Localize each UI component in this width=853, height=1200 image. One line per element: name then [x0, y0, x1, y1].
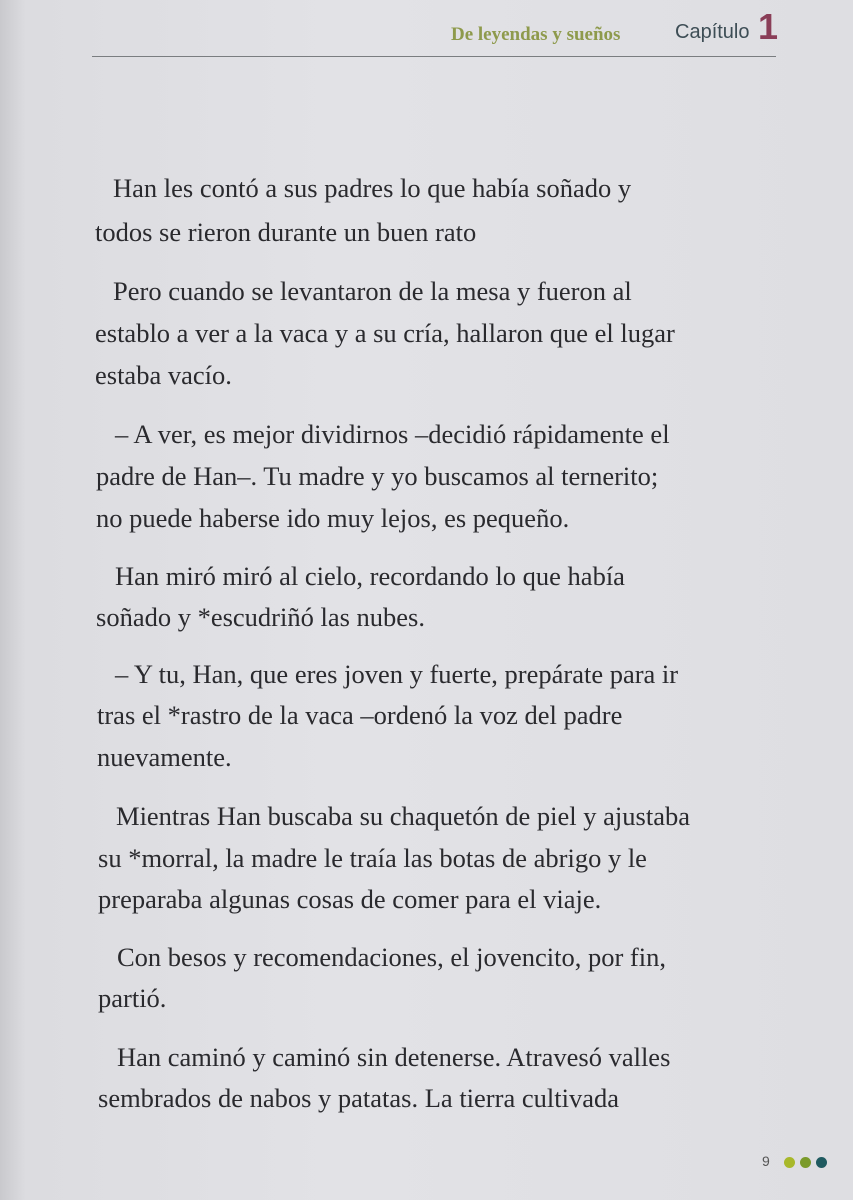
text-line: no puede haberse ido muy lejos, es pequeño. [96, 503, 570, 533]
text-line: Han caminó y caminó sin detenerse. Atravesó valles [117, 1042, 671, 1072]
text-line: establo a ver a la vaca y a su cría, hallaron que el lugar [95, 318, 675, 348]
text-line: Pero cuando se levantaron de la mesa y fueron al [113, 276, 632, 306]
section-title: De leyendas y sueños [451, 24, 621, 45]
text-line: partió. [98, 983, 167, 1013]
text-line: padre de Han–. Tu madre y yo buscamos al ternerito; [96, 461, 659, 491]
text-line: todos se rieron durante un buen rato [95, 217, 477, 247]
header-rule [92, 56, 776, 57]
text-line: preparaba algunas cosas de comer para el viaje. [98, 884, 602, 914]
text-line: tras el *rastro de la vaca –ordenó la voz del padre [97, 700, 623, 730]
text-line: Con besos y recomendaciones, el jovencito, por fin, [117, 942, 666, 972]
text-line: sembrados de nabos y patatas. La tierra cultivada [98, 1083, 619, 1113]
text-line: Han miró miró al cielo, recordando lo que había [115, 561, 625, 591]
decorative-dot-icon [784, 1157, 795, 1168]
page-number: 9 [762, 1153, 770, 1169]
chapter-number: 1 [758, 6, 779, 47]
text-line: estaba vacío. [95, 360, 232, 390]
text-line: – Y tu, Han, que eres joven y fuerte, prepárate para ir [115, 659, 679, 689]
text-line: soñado y *escudriñó las nubes. [96, 602, 425, 632]
text-line: – A ver, es mejor dividirnos –decidió rápidamente el [115, 419, 670, 449]
text-line: Mientras Han buscaba su chaquetón de piel y ajustaba [116, 801, 690, 831]
text-line: su *morral, la madre le traía las botas de abrigo y le [98, 843, 647, 873]
chapter-label: Capítulo [675, 21, 750, 43]
text-line: Han les contó a sus padres lo que había soñado y [113, 173, 632, 203]
decorative-dot-icon [800, 1157, 811, 1168]
decorative-dot-icon [816, 1157, 827, 1168]
text-line: nuevamente. [97, 742, 232, 772]
